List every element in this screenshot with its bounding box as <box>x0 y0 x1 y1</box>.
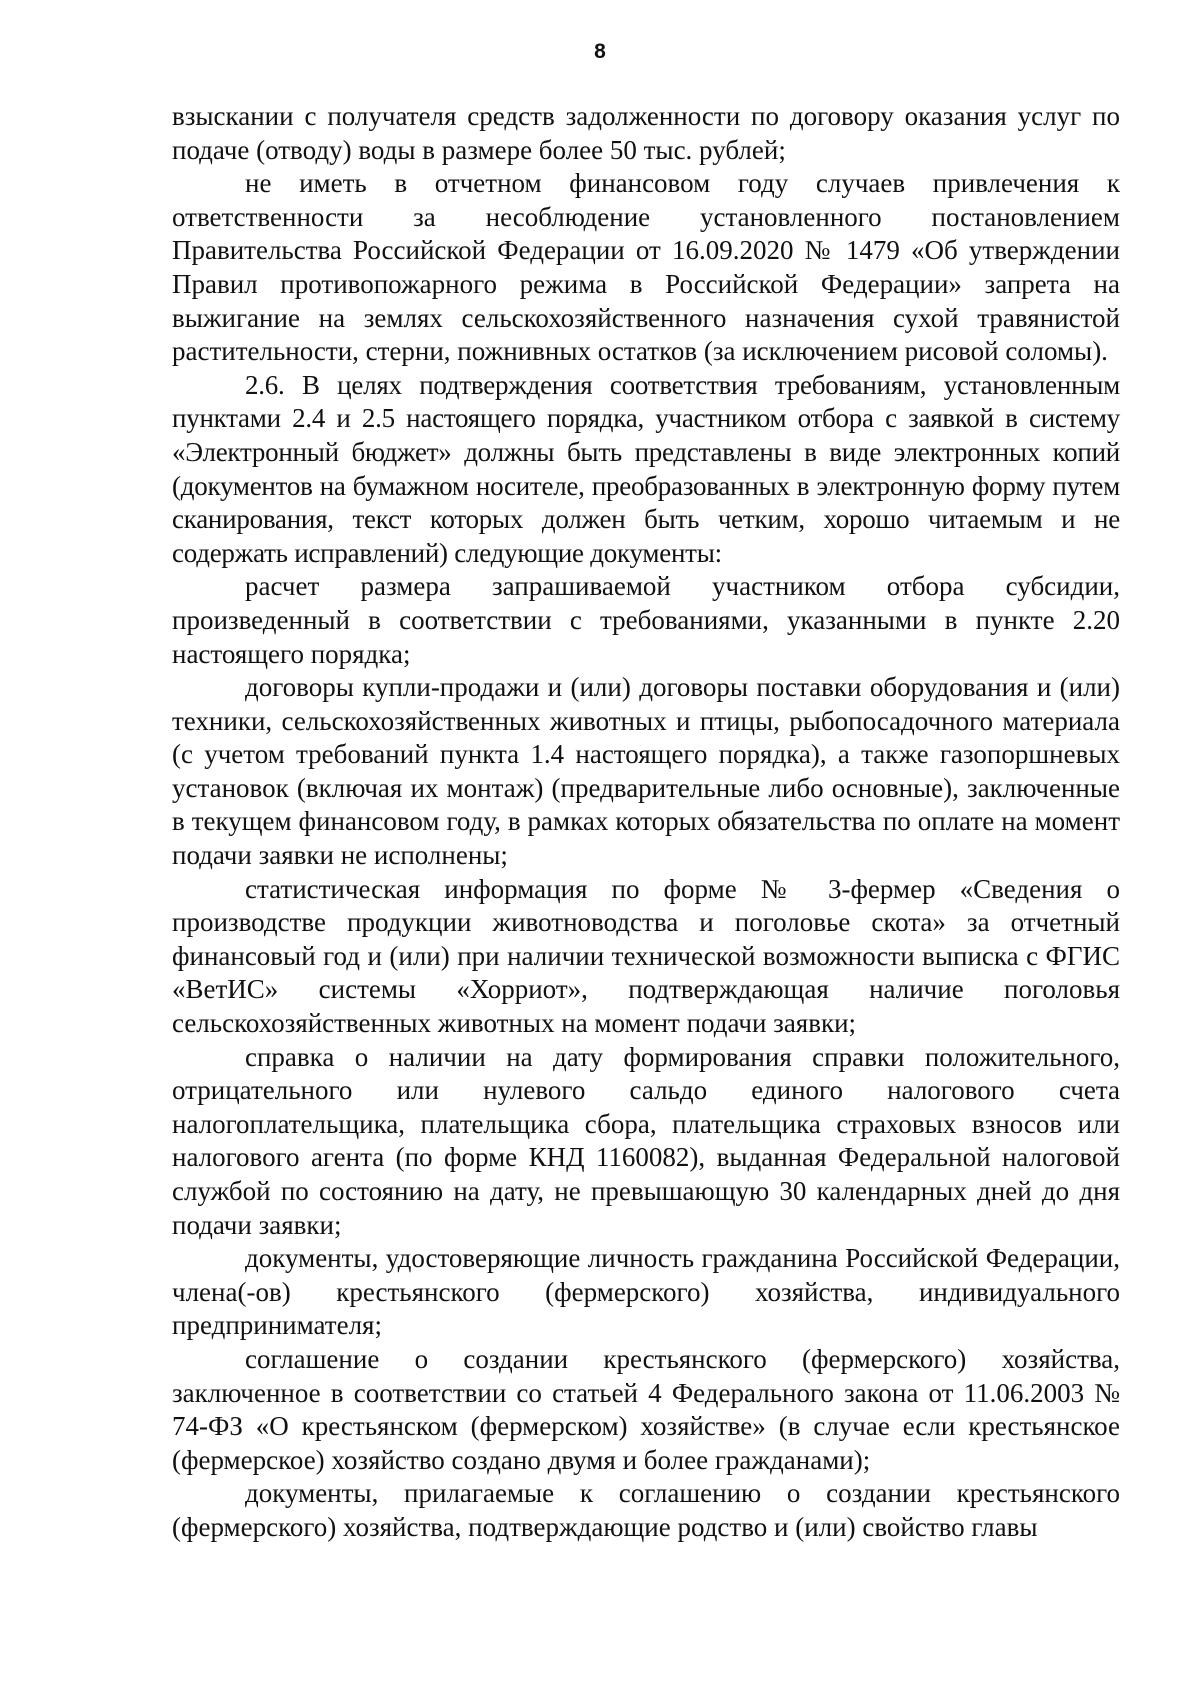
list-item-identity-documents: документы, удостоверяющие личность гражданина Российской Федерации, члена(-ов) крестьянского (фермерского) хозяйства, индивидуального предпринимателя; <box>172 1243 1120 1341</box>
paragraph-fire-regime-condition: не иметь в отчетном финансовом году случаев привлечения к ответственности за несоблюдение установленного постановлением Правительства Российской Федерации от 16.09.2020 № 1479 «Об утверждении Правил противопожарного режима в Российской Федерации» запрета на выжигание на землях сельскохозяйственного назначения сухой травянистой растительности, стерни, пожнивных остатков (за исключением рисовой соломы). <box>172 168 1120 367</box>
paragraph-section-2-6: 2.6. В целях подтверждения соответствия требованиям, установленным пунктами 2.4 и 2.5 настоящего порядка, участником отбора с заявкой в систему «Электронный бюджет» должны быть представлены в виде электронных копий (документов на бумажном носителе, преобразованных в электронную форму путем сканирования, текст которых должен быть четким, хорошо читаемым и не содержать исправлений) следующие документы: <box>172 369 1120 568</box>
list-item-purchase-contracts: договоры купли-продажи и (или) договоры поставки оборудования и (или) техники, сельскохозяйственных животных и птицы, рыбопосадочного материала (с учетом требований пункта 1.4 настоящего порядка), а также газопоршневых установок (включая их монтаж) (предварительные либо основные), заключенные в текущем финансовом году, в рамках которых обязательства по оплате на момент подачи заявки не исполнены; <box>172 672 1120 871</box>
list-item-tax-certificate: справка о наличии на дату формирования справки положительного, отрицательного или нулевого сальдо единого налогового счета налогоплательщика, плательщика сбора, плательщика страховых взносов или налогового агента (по форме КНД 1160082), выданная Федеральной налоговой службой по состоянию на дату, не превышающую 30 календарных дней до дня подачи заявки; <box>172 1041 1120 1240</box>
page-number: 8 <box>594 40 606 63</box>
paragraph-debt-condition: взыскании с получателя средств задолженности по договору оказания услуг по подаче (отводу) воды в размере более 50 тыс. рублей; <box>172 101 1120 165</box>
list-item-statistical-information: статистическая информация по форме № 3-фермер «Сведения о производстве продукции животноводства и поголовье скота» за отчетный финансовый год и (или) при наличии технической возможности выписка с ФГИС «ВетИС» системы «Хорриот», подтверждающая наличие поголовья сельскохозяйственных животных на момент подачи заявки; <box>172 873 1120 1039</box>
list-item-farm-agreement: соглашение о создании крестьянского (фермерского) хозяйства, заключенное в соответствии со статьей 4 Федерального закона от 11.06.2003 № 74-ФЗ «О крестьянском (фермерском) хозяйстве» (в случае если крестьянское (фермерское) хозяйство создано двумя и более гражданами); <box>172 1343 1120 1475</box>
document-body <box>172 100 1120 1545</box>
list-item-agreement-attachments: документы, прилагаемые к соглашению о создании крестьянского (фермерского) хозяйства, подтверждающие родство и (или) свойство главы <box>172 1478 1120 1542</box>
list-item-subsidy-calculation: расчет размера запрашиваемой участником отбора субсидии, произведенный в соответствии с требованиями, указанными в пункте 2.20 настоящего порядка; <box>172 571 1120 669</box>
